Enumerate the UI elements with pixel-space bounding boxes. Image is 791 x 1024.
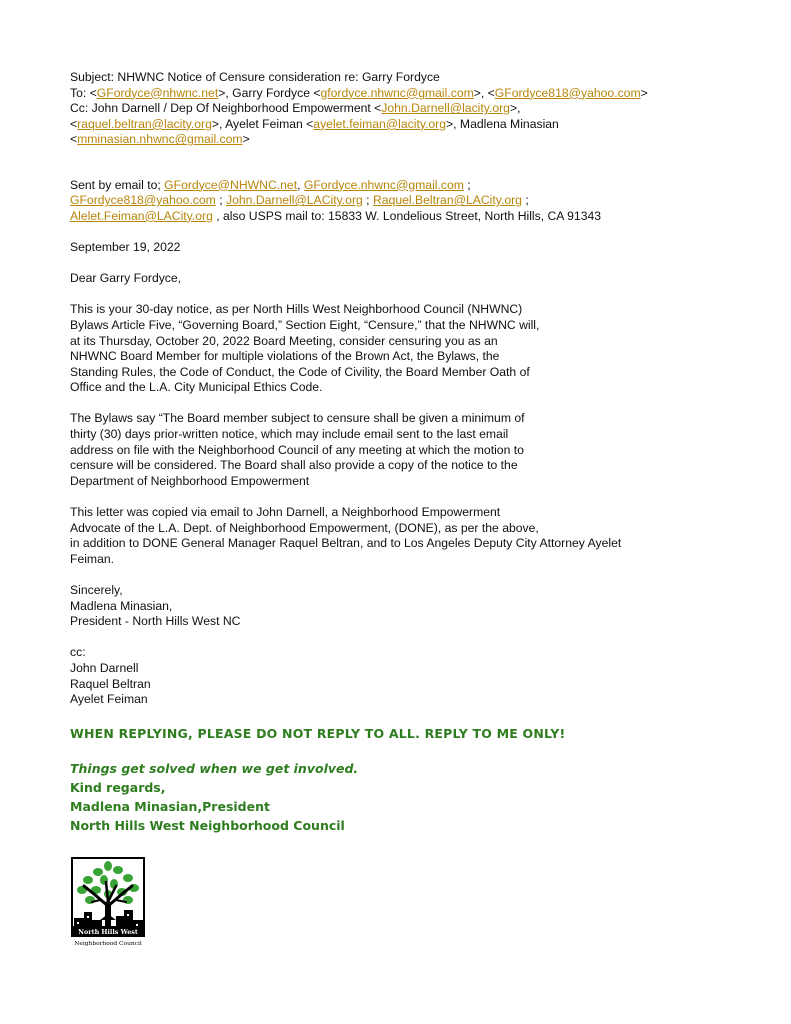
motto: Things get solved when we get involved. <box>70 760 359 776</box>
letter-date: September 19, 2022 <box>70 239 181 254</box>
email-link[interactable]: GFordyce.nhwnc@gmail.com <box>303 177 464 192</box>
paragraph-notice: This is your 30-day notice, as per North Hills West Neighborhood Council (NHWNC) Bylaws Article Five, “Governing Board,” Section Eight, “Censure,” that the NHWNC will, at its Thursday, October 20, 2022 Board Meeting, consider censuring you as an NHWNC Board Member for multiple violations of the Brown Act, the Bylaws, the Standing Rules, the Code of Conduct, the Code of Civility, the Board Member Oath of Office and the L.A. City Municipal Ethics Code. <box>70 302 540 395</box>
email-link[interactable]: raquel.beltran@lacity.org <box>77 116 212 131</box>
salutation: Dear Garry Fordyce, <box>70 271 182 286</box>
to-line: To: <GFordyce@nhwnc.net>, Garry Fordyce <gfordyce.nhwnc@gmail.com>, <GFordyce818@yahoo.com> <box>70 85 648 100</box>
email-link[interactable]: Raquel.Beltran@LACity.org <box>372 193 522 208</box>
signature-org: North Hills West Neighborhood Council <box>70 817 345 833</box>
logo-line2: Neighborhood Council <box>74 941 142 947</box>
email-link[interactable]: John.Darnell@lacity.org <box>381 101 510 116</box>
email-link[interactable]: GFordyce818@yahoo.com <box>494 85 641 100</box>
cc-line-cont: <raquel.beltran@lacity.org>, Ayelet Feiman <ayelet.feiman@lacity.org>, Madlena Minasian <box>70 116 559 131</box>
paragraph-copied: This letter was copied via email to John Darnell, a Neighborhood Empowerment Advocate of the L.A. Dept. of Neighborhood Empowerment, (DONE), as per the above, in addition to DONE General Manager Raquel Beltran, and to Los Angeles Deputy City Attorney Ayelet Feiman. <box>70 505 622 566</box>
email-link[interactable]: GFordyce818@yahoo.com <box>70 193 216 208</box>
reply-warning: WHEN REPLYING, PLEASE DO NOT REPLY TO ALL. REPLY TO ME ONLY! <box>70 725 566 741</box>
email-link[interactable]: GFordyce@NHWNC.net <box>164 177 298 192</box>
email-link[interactable]: ayelet.feiman@lacity.org <box>313 116 447 131</box>
email-link[interactable]: gfordyce.nhwnc@gmail.com <box>320 85 474 100</box>
email-signature <box>70 759 750 835</box>
cc-line: Cc: John Darnell / Dep Of Neighborhood Empowerment <John.Darnell@lacity.org>, <box>70 101 521 116</box>
subject-line: Subject: NHWNC Notice of Censure consideration re: Garry Fordyce <box>70 70 440 84</box>
email-document <box>70 70 750 835</box>
paragraph-bylaws: The Bylaws say “The Board member subject to censure shall be given a minimum of thirty (30) days prior-written notice, which may include email sent to the last email address on file with the Neighborhood Council of any meeting at which the motion to censure will be considered. The Board shall also provide a copy of the notice to the Department of Neighborhood Empowerment <box>70 411 525 488</box>
regards: Kind regards, <box>70 779 166 795</box>
signature-block: Sincerely, Madlena Minasian, President - North Hills West NC <box>70 583 241 629</box>
logo-line1: North Hills West <box>78 928 138 936</box>
signature-name: Madlena Minasian,President <box>70 798 270 814</box>
cc-line-cont: <mminasian.nhwnc@gmail.com> <box>70 132 250 147</box>
cc-list: cc: John Darnell Raquel Beltran Ayelet Feiman <box>70 645 151 707</box>
email-link[interactable]: GFordyce@nhwnc.net <box>96 85 219 100</box>
email-header <box>70 70 750 148</box>
tree-logo-icon <box>70 856 150 952</box>
email-link[interactable]: mminasian.nhwnc@gmail.com <box>77 132 243 147</box>
email-link[interactable]: John.Darnell@LACity.org <box>226 193 363 208</box>
nhwnc-logo <box>70 856 150 952</box>
sent-block: Sent by email to; GFordyce@NHWNC.net, GFordyce.nhwnc@gmail.com ; GFordyce818@yahoo.com ; John.Darnell@LACity.org ; Raquel.Beltran@LACity.org ; Alelet.Feiman@LACity.org , also USPS mail to: 15833 W. Londelious Street, North Hills, CA 91343 <box>70 177 602 223</box>
email-link[interactable]: Alelet.Feiman@LACity.org <box>70 208 213 223</box>
